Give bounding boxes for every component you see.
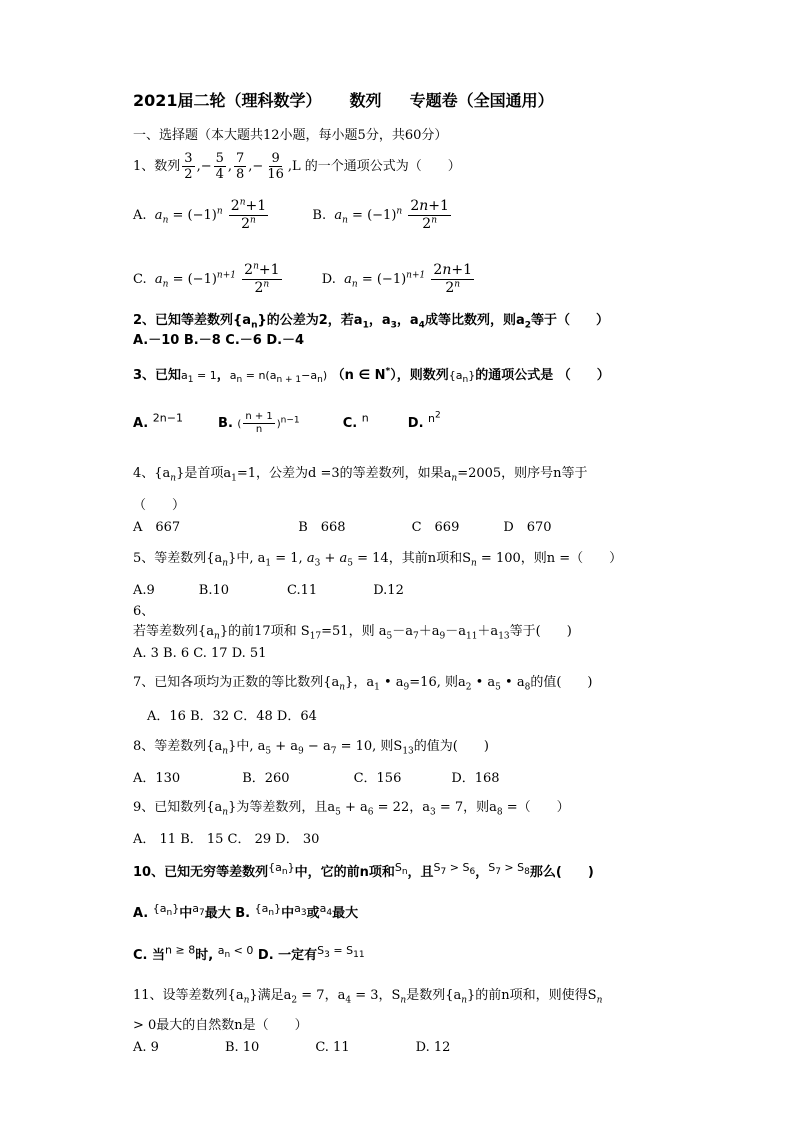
question-7-stem: 7、已知各项均为正数的等比数列$\{a_n\}$，$a_1$ • $a_9=16$, 则$a_2$ • $a_5$ • $a_8$的值( ) bbox=[133, 675, 593, 693]
q3-option-a: A. $^{2n-1}$ bbox=[133, 411, 183, 431]
q1-option-d: D. $a_n = (-1)^{n+1}$ $\frac{2n+1}{2^n}$ bbox=[321, 262, 472, 296]
q1-label: 1、数列 bbox=[133, 159, 181, 174]
question-10-stem: 10、已知无穷等差数列$^{\{a_n\}}$中，它的前n项和$^{S_n}$，且$^{S_7 > S_6}$，$^{S_7 > S_8}$那么( ) bbox=[133, 860, 594, 880]
q1-stem-end: 的一个通项公式为（ ） bbox=[304, 159, 461, 174]
section-heading: 一、选择题（本大题共12小题，每小题5分，共60分） bbox=[133, 128, 448, 143]
question-8-options: A．130 B．260 C．156 D．168 bbox=[133, 771, 500, 786]
question-10-options-cd: C. 当$^{n \ge 8}$时, $^{a_n < 0}$ D. 一定有$^{S_3 = S_{11}}$ bbox=[133, 943, 365, 963]
question-11-line-2: > 0最大的自然数n是（ ） bbox=[133, 1018, 308, 1033]
q1-frac-1: $\frac{3}{2}$ bbox=[184, 151, 193, 182]
q1-frac-3: $\frac{7}{8}$ bbox=[236, 151, 245, 182]
q1-frac-2: $\frac{5}{4}$ bbox=[215, 151, 224, 182]
question-4-stem: 4、$\{a_n\}$是首项$a_1=1$，公差为d =3的等差数列，如果$a_n=2005$，则序号n等于 bbox=[133, 466, 588, 484]
question-1-options-ab bbox=[133, 198, 453, 234]
question-3-options bbox=[133, 404, 441, 445]
question-6-number: 6、 bbox=[133, 604, 155, 619]
q3-option-b: B. ( $\frac{n + 1}{n}$ )$^{n-1}$ bbox=[218, 411, 300, 435]
q1-option-c: C. $a_n = (-1)^{n+1}$ $\frac{2^n+1}{2^n}$ bbox=[133, 261, 280, 296]
question-11-stem: 11、设等差数列$\{a_n\}$满足$a_2 = 7$，$a_4 = 3$，$S_n$是数列$\{a_n\}$的前n项和，则使得$S_n$ bbox=[133, 988, 603, 1006]
question-9-options: A． 11 B． 15 C． 29 D． 30 bbox=[133, 832, 320, 847]
q3-option-c: C. $^n$ bbox=[342, 411, 369, 431]
page-title bbox=[133, 91, 554, 111]
title-topic: 数列 bbox=[349, 91, 382, 110]
question-11-options: A. 9 B. 10 C. 11 D. 12 bbox=[133, 1040, 451, 1055]
title-sub: 专题卷（全国通用） bbox=[409, 91, 554, 110]
question-5-stem: 5、等差数列$\{a_n\}$中, $a_1 = 1$, $a_3 + a_5 = 14$，其前n项和$S_n = 100$，则n =（ ） bbox=[133, 551, 623, 569]
title-main: 2021届二轮（理科数学） bbox=[133, 91, 322, 110]
question-8-stem: 8、等差数列$\{a_n\}$中, $a_5 + a_9 - a_7 = 10$, 则$S_{13}$的值为( ) bbox=[133, 739, 489, 757]
question-7-options: A．16 B．32 C．48 D．64 bbox=[147, 709, 317, 724]
question-2-options: A.－10 B.－8 C.－6 D.－4 bbox=[133, 333, 305, 348]
question-2-stem: 2、已知等差数列$\{a_n\}$的公差为2，若$a_1$，$a_3$，$a_4$成等比数列，则$a_2$等于（ ） bbox=[133, 313, 609, 331]
q1-option-a: A. $a_n = (-1)^n$ $\frac{2^n+1}{2^n}$ bbox=[133, 197, 267, 232]
q1-seq-tail: L bbox=[292, 159, 301, 174]
question-4-bracket: （ ） bbox=[133, 498, 186, 513]
question-1-stem: 1、数列 $\frac{3}{2}$ ,− $\frac{5}{4}$ , $\frac{7}{8}$ ,− $\frac{9}{16}$ ,L 的一个通项公式为（ ） bbox=[133, 151, 461, 182]
question-10-options-ab: A. $^{\{a_n\}}$中$^{a_7}$最大 B. $^{\{a_n\}}$中$^{a_3}$或$^{a_4}$最大 bbox=[133, 901, 359, 921]
question-9-stem: 9、已知数列$\{a_n\}$为等差数列，且$a_5 + a_6 = 22$，$a_3 = 7$，则$a_8$ =（ ） bbox=[133, 800, 570, 818]
question-3-stem: 3、已知$a_1 = 1$，$a_n = n(a_{n + 1}-a_n)$ （n ∈ N*），则数列$\{a_n\}$的通项公式是 （ ） bbox=[133, 366, 610, 386]
question-6-options: A. 3 B. 6 C. 17 D. 51 bbox=[133, 646, 267, 661]
question-1-options-cd bbox=[133, 262, 476, 298]
question-6-stem: 若等差数列$\{a_n\}$的前17项和 $S_{17}=51$，则 $a_5-a_7+a_9-a_{11}+a_{13}$等于( ) bbox=[133, 624, 572, 642]
question-4-options: A 667 B 668 C 669 D 670 bbox=[133, 520, 552, 535]
question-5-options: A.9 B.10 C.11 D.12 bbox=[133, 583, 404, 598]
q3-option-d: D. $^{n^2}$ bbox=[407, 410, 441, 431]
q1-option-b: B. $a_n = (-1)^n$ $\frac{2n+1}{2^n}$ bbox=[312, 198, 449, 232]
q1-frac-4: $\frac{9}{16}$ bbox=[267, 151, 284, 182]
